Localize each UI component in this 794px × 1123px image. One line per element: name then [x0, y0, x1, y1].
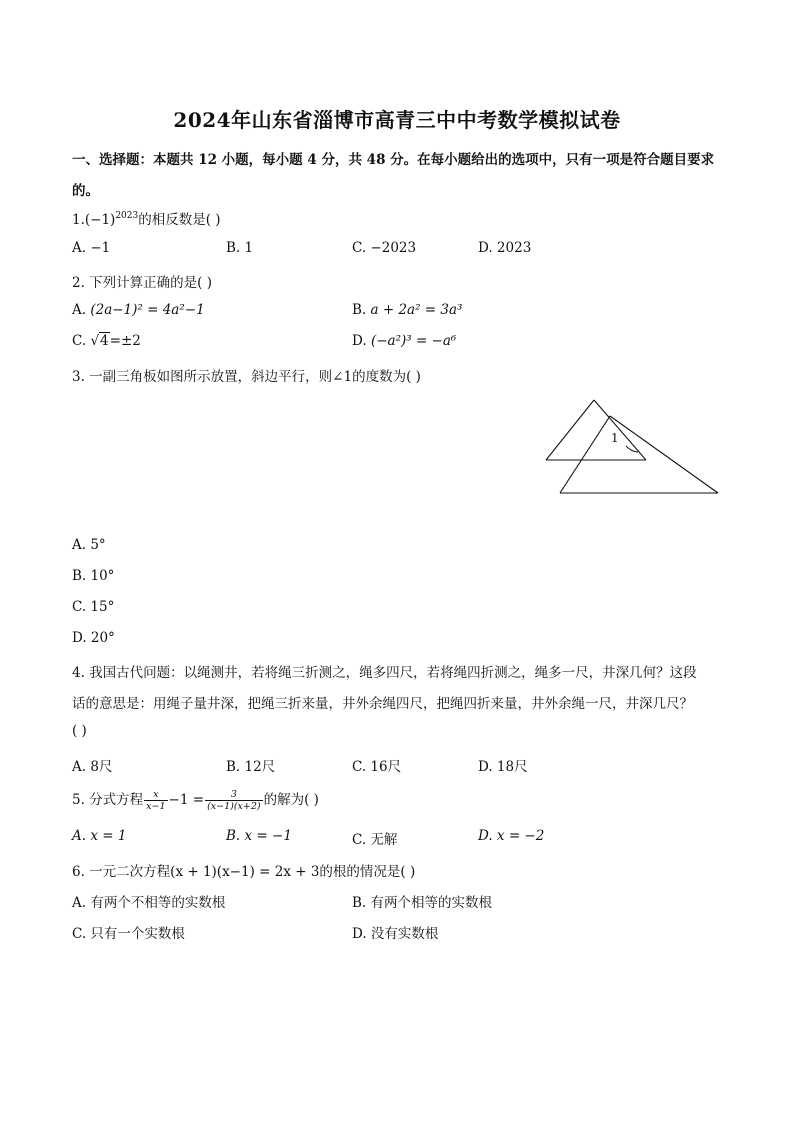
question-4-option-c: C. 16尺 [352, 759, 402, 775]
fraction-1-numerator: x [144, 789, 167, 801]
fraction-2 [205, 789, 263, 812]
question-6-option-b: B. 有两个相等的实数根 [352, 895, 493, 911]
question-2-option-d [352, 333, 456, 349]
question-4-stem-line-3: ( ) [72, 723, 87, 739]
lower-triangle-hypotenuse [610, 416, 718, 493]
question-2-option-d-label: D. [352, 333, 367, 349]
angle-1-label: 1 [611, 431, 619, 445]
question-5-option-d: D. x = −2 [478, 828, 545, 844]
question-3-option-b: B. 10° [72, 568, 115, 584]
question-5-mid: −1 = [168, 792, 205, 808]
question-3-stem: 3. 一副三角板如图所示放置，斜边平行，则∠1的度数为( ) [72, 369, 421, 385]
question-1-number: 1. [72, 212, 85, 228]
triangle-figure [540, 396, 722, 498]
question-1-option-b: B. 1 [226, 240, 254, 256]
question-4-stem-line-2: 话的意思是：用绳子量井深，把绳三折来量，井外余绳四尺，把绳四折来量，井外余绳一尺，井深几尺？ [72, 696, 693, 712]
question-4-stem-line-1: 4. 我国古代问题：以绳测井，若将绳三折测之，绳多四尺，若将绳四折测之，绳多一尺，井深几何？这段 [72, 665, 697, 681]
question-6-option-d: D. 没有实数根 [352, 926, 439, 942]
question-3-option-a: A. 5° [72, 537, 106, 553]
question-2-option-a-expr: (2a−1)² = 4a²−1 [90, 302, 205, 318]
question-3-option-c: C. 15° [72, 599, 115, 615]
question-6-stem: 6. 一元二次方程(x + 1)(x−1) = 2x + 3的根的情况是( ) [72, 864, 416, 880]
question-2-option-b-expr: a + 2a² = 3a³ [370, 302, 463, 318]
question-4-option-a: A. 8尺 [72, 759, 113, 775]
question-1-exponent: 2023 [115, 211, 139, 221]
exam-title: 2024年山东省淄博市高青三中中考数学模拟试卷 [173, 108, 621, 132]
question-5-option-a: A. x = 1 [72, 828, 127, 844]
question-5-lead: 5. 分式方程 [72, 792, 144, 808]
question-6-option-a: A. 有两个不相等的实数根 [72, 895, 226, 911]
question-2-option-c [72, 333, 141, 349]
question-5-stem [72, 788, 319, 812]
question-1-option-d: D. 2023 [478, 240, 532, 256]
question-1-option-c: C. −2023 [352, 240, 417, 256]
section-header-line-1: 一、选择题：本题共 12 小题，每小题 4 分，共 48 分。在每小题给出的选项中，只有一项是符合题目要求 [72, 152, 715, 168]
question-3-option-d: D. 20° [72, 630, 115, 646]
sqrt-symbol: √4 [90, 333, 109, 349]
question-2-stem: 2. 下列计算正确的是( ) [72, 275, 212, 291]
fraction-2-numerator: 3 [205, 789, 263, 801]
question-2-option-a-label: A. [72, 302, 87, 318]
question-4-option-d: D. 18尺 [478, 759, 528, 775]
fraction-2-denominator: (x−1)(x+2) [207, 801, 261, 812]
question-1-stem [72, 208, 221, 228]
question-1-option-a: A. −1 [72, 240, 111, 256]
question-1-base: (−1) [84, 212, 116, 228]
question-5-option-c: C. 无解 [352, 832, 398, 848]
section-header-line-2: 的。 [72, 183, 99, 199]
question-6-option-c: C. 只有一个实数根 [72, 926, 185, 942]
question-5-tail: 的解为( ) [263, 792, 319, 808]
radicand: 4 [100, 333, 109, 349]
upper-triangle-right-side [594, 400, 646, 460]
question-2-option-d-expr: (−a²)³ = −a⁶ [370, 333, 457, 349]
lower-triangle-left-side [560, 416, 610, 493]
question-5-option-b: B. x = −1 [226, 828, 292, 844]
question-1-tail: 的相反数是( ) [138, 212, 221, 228]
question-2-option-c-tail: =±2 [109, 333, 141, 349]
question-4-option-b: B. 12尺 [226, 759, 276, 775]
question-2-option-a [72, 302, 205, 318]
fraction-1 [144, 789, 167, 812]
question-2-option-c-label: C. [72, 333, 87, 349]
question-2-option-b-label: B. [352, 302, 367, 318]
fraction-1-denominator: x−1 [146, 801, 166, 812]
question-2-option-b [352, 302, 462, 318]
